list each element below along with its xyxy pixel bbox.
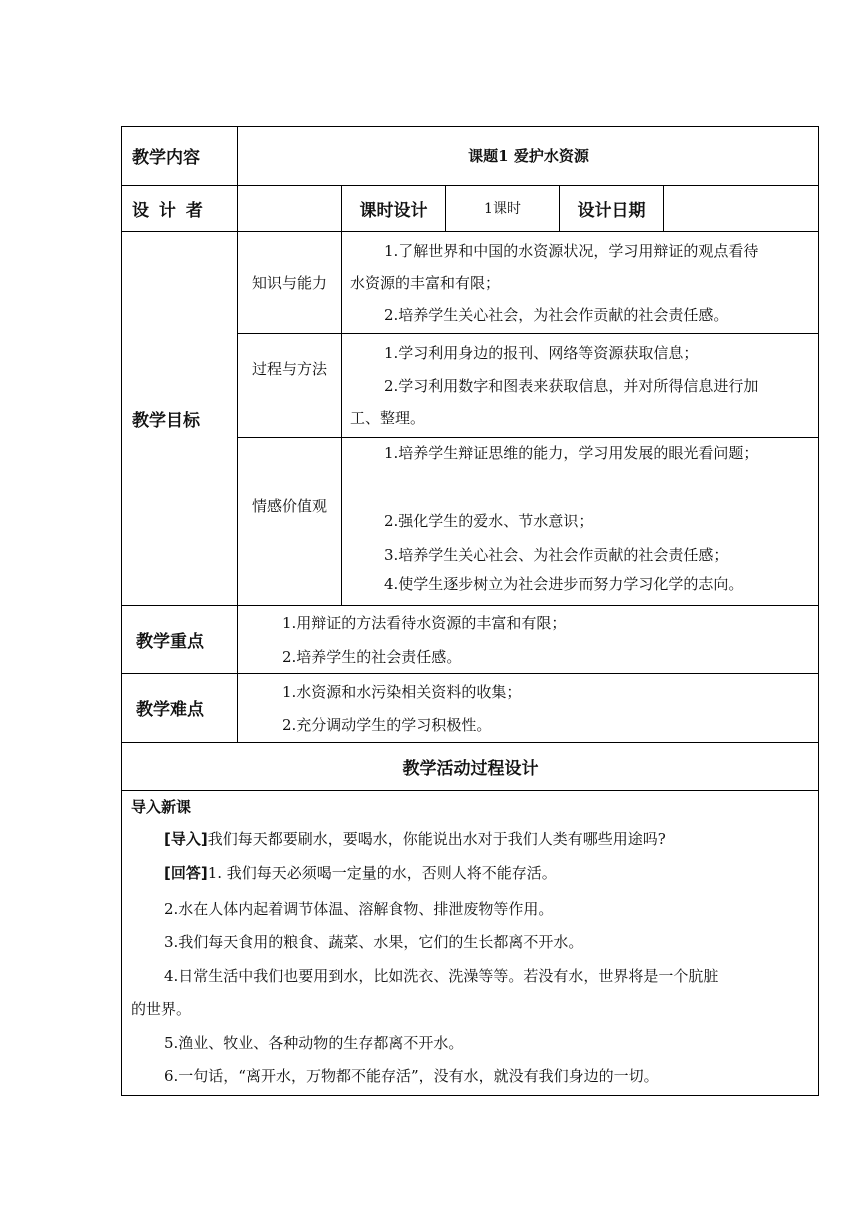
answer-point-2: 2.水在人体内起着调节体温、溶解食物、排泄废物等作用。 [164, 900, 554, 918]
knowledge-line-3: 2.培养学生关心社会，为社会作贡献的社会责任感。 [384, 306, 729, 324]
guide-paragraph [164, 829, 666, 849]
lesson-count: 1课时 [484, 201, 521, 217]
answer-point-6: 6.一句话，“离开水，万物都不能存活”，没有水，就没有我们身边的一切。 [164, 1067, 659, 1085]
emotion-line-4: 4.使学生逐步树立为社会进步而努力学习化学的志向。 [384, 575, 744, 593]
content-label: 教学内容 [132, 148, 200, 168]
row-divider [237, 437, 819, 438]
answer-point-4-continued: 的世界。 [131, 1000, 192, 1018]
knowledge-line-1: 1.了解世界和中国的水资源状况，学习用辩证的观点看待 [384, 242, 759, 260]
process-label: 过程与方法 [251, 359, 327, 378]
process-line-1: 1.学习利用身边的报刊、网络等资源获取信息； [384, 344, 699, 362]
process-line-2: 2.学习利用数字和图表来获取信息，并对所得信息进行加 [384, 377, 759, 395]
key-points-label: 教学重点 [136, 631, 204, 652]
emotion-line-2: 2.强化学生的爱水、节水意识； [384, 512, 594, 530]
guide-tag: [导入] [164, 830, 208, 848]
design-date-label: 设计日期 [577, 200, 646, 221]
topic-title: 课题1 爱护水资源 [468, 147, 589, 165]
answer-point-5: 5.渔业、牧业、各种动物的生存都离不开水。 [164, 1034, 464, 1052]
column-divider [341, 231, 342, 605]
lesson-design-label: 课时设计 [359, 200, 428, 221]
row-divider [121, 790, 819, 791]
intro-heading: 导入新课 [131, 798, 192, 816]
knowledge-line-2: 水资源的丰富和有限； [350, 274, 501, 292]
column-divider [237, 126, 238, 742]
row-divider [121, 673, 819, 674]
answer-point-4: 4.日常生活中我们也要用到水，比如洗衣、洗澡等等。若没有水，世界将是一个肮脏 [164, 967, 719, 985]
column-divider [663, 185, 664, 231]
key-point-2: 2.培养学生的社会责任感。 [282, 648, 462, 666]
emotion-line-3: 3.培养学生关心社会、为社会作贡献的社会责任感； [384, 546, 729, 564]
guide-text: 我们每天都要刷水，要喝水，你能说出水对于我们人类有哪些用途吗? [207, 830, 666, 848]
objectives-label: 教学目标 [132, 410, 200, 431]
designer-label: 设 计 者 [132, 200, 205, 221]
answer-tag: [回答] [164, 864, 208, 882]
answer-text: 1. 我们每天必须喝一定量的水，否则人将不能存活。 [207, 864, 557, 882]
difficulty-2: 2.充分调动学生的学习积极性。 [282, 716, 492, 734]
row-divider [121, 231, 819, 232]
difficulties-label: 教学难点 [136, 700, 204, 720]
knowledge-label: 知识与能力 [251, 273, 327, 292]
key-point-1: 1.用辩证的方法看待水资源的丰富和有限； [282, 614, 567, 632]
row-divider [121, 605, 819, 606]
emotion-line-1: 1.培养学生辩证思维的能力，学习用发展的眼光看问题； [384, 444, 759, 462]
emotion-label: 情感价值观 [251, 496, 327, 515]
answer-paragraph [164, 863, 557, 883]
activity-title: 教学活动过程设计 [402, 758, 539, 779]
difficulty-1: 1.水资源和水污染相关资料的收集； [282, 683, 522, 701]
process-line-3: 工、整理。 [350, 409, 426, 427]
answer-point-3: 3.我们每天食用的粮食、蔬菜、水果，它们的生长都离不开水。 [164, 933, 584, 951]
